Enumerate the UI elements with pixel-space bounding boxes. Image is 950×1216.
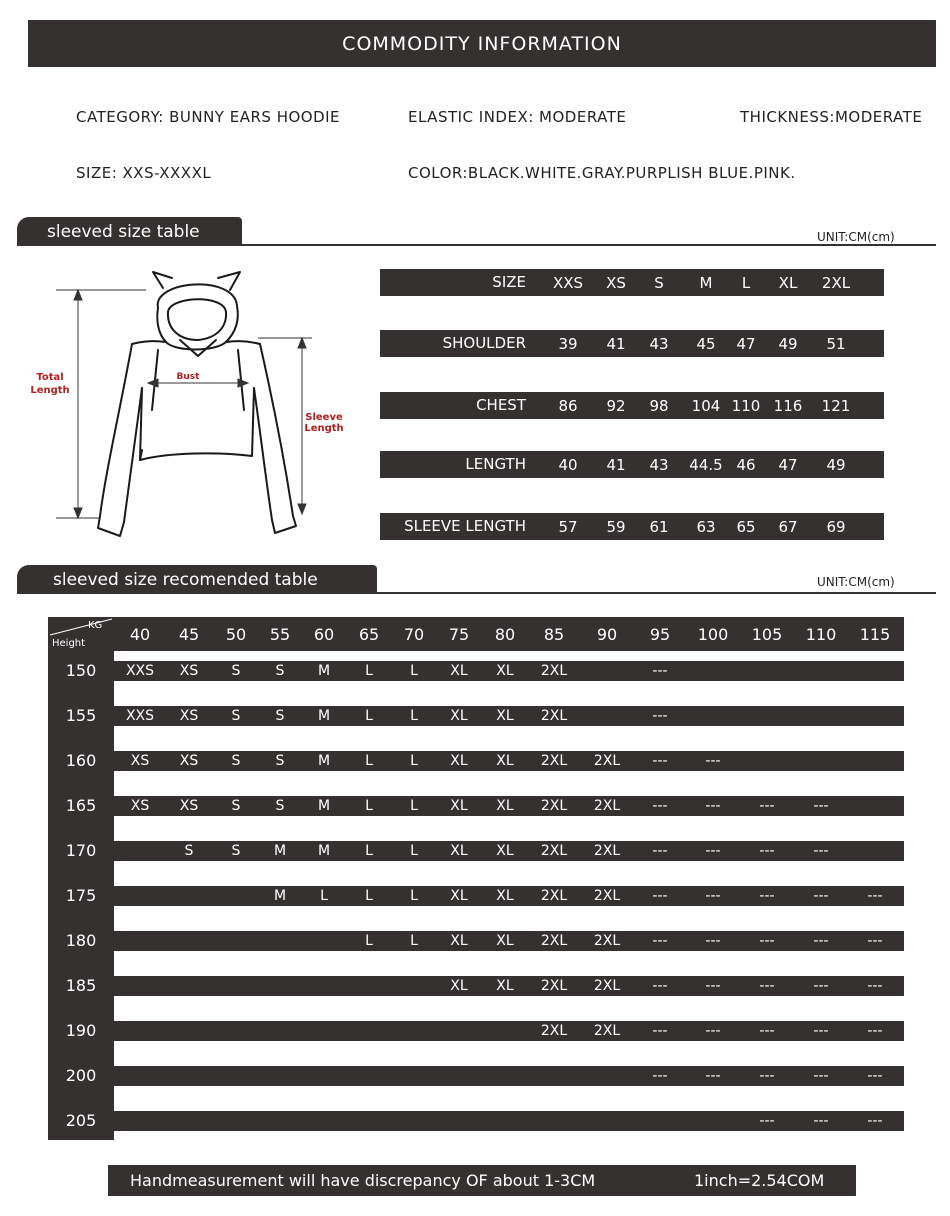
rec-size-cell: XL	[496, 978, 514, 994]
rec-size-cell: M	[317, 798, 331, 814]
height-value: 205	[65, 1111, 97, 1130]
rec-size-cell: ---	[813, 888, 829, 904]
rec-size-cell: XS	[130, 798, 150, 814]
size-table-unit: UNIT:CM(cm)	[817, 230, 895, 244]
size-col-header: M	[699, 274, 713, 292]
weight-col-header: 75	[448, 625, 470, 644]
rec-size-cell: 2XL	[540, 843, 568, 859]
size-table-rule	[17, 244, 936, 246]
rec-table-row	[48, 751, 904, 771]
size-col-header: 2XL	[821, 274, 851, 292]
rec-size-cell: XXS	[125, 663, 155, 679]
total-length-label-2: Length	[30, 385, 70, 396]
rec-table-row	[48, 1111, 904, 1131]
rec-size-cell: ---	[652, 843, 668, 859]
size-table-tab: sleeved size table	[17, 217, 242, 246]
rec-size-cell: XL	[450, 888, 468, 904]
weight-col-header: 115	[859, 625, 891, 644]
size-row-sleeve-length	[380, 513, 884, 540]
rec-size-cell: XL	[496, 663, 514, 679]
rec-size-cell: ---	[813, 978, 829, 994]
size-row-label: CHEST	[476, 396, 526, 414]
rec-size-cell: ---	[705, 933, 721, 949]
rec-size-cell: XL	[496, 888, 514, 904]
rec-size-cell: XL	[496, 753, 514, 769]
rec-size-cell: S	[275, 708, 285, 724]
rec-table-row	[48, 796, 904, 816]
rec-size-cell: XL	[450, 708, 468, 724]
rec-size-cell: 2XL	[540, 798, 568, 814]
weight-col-header: 40	[129, 625, 151, 644]
size-cell: 69	[826, 518, 846, 536]
height-label: Height	[52, 638, 86, 649]
color-info: COLOR:BLACK.WHITE.GRAY.PURPLISH BLUE.PINK.	[408, 164, 796, 182]
rec-size-cell: ---	[867, 888, 883, 904]
rec-size-cell: M	[273, 843, 287, 859]
rec-size-cell: XS	[179, 753, 199, 769]
rec-size-cell: ---	[652, 888, 668, 904]
rec-size-cell: S	[231, 663, 241, 679]
rec-table-unit: UNIT:CM(cm)	[817, 575, 895, 589]
rec-size-cell: ---	[705, 753, 721, 769]
rec-size-cell: ---	[759, 933, 775, 949]
weight-col-header: 65	[358, 625, 380, 644]
rec-size-cell: L	[410, 663, 418, 679]
rec-table-row	[48, 931, 904, 951]
size-header-row	[380, 269, 884, 296]
rec-size-cell: ---	[813, 933, 829, 949]
rec-size-cell: XL	[450, 753, 468, 769]
rec-size-cell: ---	[652, 1023, 668, 1039]
rec-size-cell: L	[320, 888, 328, 904]
weight-col-header: 100	[697, 625, 729, 644]
rec-table-row	[48, 886, 904, 906]
size-cell: 47	[778, 456, 798, 474]
rec-size-cell: ---	[759, 798, 775, 814]
rec-size-cell: S	[184, 843, 194, 859]
weight-col-header: 60	[313, 625, 335, 644]
size-cell: 98	[649, 397, 669, 415]
size-cell: 46	[736, 456, 756, 474]
rec-size-cell: S	[231, 753, 241, 769]
size-cell: 40	[558, 456, 578, 474]
size-cell: 41	[606, 456, 626, 474]
rec-size-cell: 2XL	[593, 888, 621, 904]
rec-size-cell: ---	[705, 798, 721, 814]
height-value: 190	[65, 1021, 97, 1040]
size-cell: 59	[606, 518, 626, 536]
height-value: 180	[65, 931, 97, 950]
rec-size-cell: ---	[652, 708, 668, 724]
rec-size-cell: XS	[179, 798, 199, 814]
category-info: CATEGORY: BUNNY EARS HOODIE	[76, 108, 341, 126]
rec-table-row	[48, 661, 904, 681]
rec-size-cell: ---	[705, 888, 721, 904]
height-value: 170	[65, 841, 97, 860]
rec-table-row	[48, 841, 904, 861]
rec-size-cell: M	[317, 753, 331, 769]
size-info: SIZE: XXS-XXXXL	[76, 164, 212, 182]
sleeve-length-label-2: Length	[304, 423, 344, 434]
size-cell: 45	[696, 335, 716, 353]
rec-size-cell: ---	[652, 753, 668, 769]
rec-size-cell: L	[410, 708, 418, 724]
rec-size-cell: ---	[652, 798, 668, 814]
rec-size-cell: ---	[652, 663, 668, 679]
rec-size-cell: ---	[867, 1068, 883, 1084]
sleeve-length-label-1: Sleeve	[305, 412, 343, 423]
height-value: 185	[65, 976, 97, 995]
rec-size-cell: ---	[705, 843, 721, 859]
rec-size-cell: S	[231, 798, 241, 814]
weight-col-header: 50	[225, 625, 247, 644]
height-value: 155	[65, 706, 97, 725]
size-cell: 39	[558, 335, 578, 353]
size-cell: 110	[731, 397, 761, 415]
weight-col-header: 85	[543, 625, 565, 644]
rec-table-row	[48, 1066, 904, 1086]
rec-size-cell: S	[275, 663, 285, 679]
weight-col-header: 45	[178, 625, 200, 644]
size-col-header: XXS	[552, 274, 584, 292]
rec-size-cell: L	[365, 798, 373, 814]
rec-size-cell: XL	[450, 978, 468, 994]
inch-conversion: 1inch=2.54COM	[694, 1171, 825, 1190]
rec-size-cell: 2XL	[540, 888, 568, 904]
rec-size-cell: ---	[705, 978, 721, 994]
size-cell: 65	[736, 518, 756, 536]
rec-size-cell: S	[231, 708, 241, 724]
rec-size-cell: M	[273, 888, 287, 904]
rec-size-cell: L	[410, 798, 418, 814]
size-row-chest	[380, 392, 884, 419]
size-cell: 49	[778, 335, 798, 353]
size-cell: 116	[773, 397, 803, 415]
weight-col-header: 70	[403, 625, 425, 644]
size-col-header: S	[654, 274, 664, 292]
rec-size-cell: 2XL	[540, 978, 568, 994]
rec-size-cell: L	[410, 753, 418, 769]
size-cell: 67	[778, 518, 798, 536]
rec-size-cell: ---	[813, 1113, 829, 1129]
rec-size-cell: S	[275, 798, 285, 814]
size-cell: 49	[826, 456, 846, 474]
size-row-length	[380, 451, 884, 478]
elastic-info: ELASTIC INDEX: MODERATE	[408, 108, 627, 126]
rec-size-cell: 2XL	[593, 978, 621, 994]
weight-col-header: 105	[751, 625, 783, 644]
rec-size-cell: M	[317, 708, 331, 724]
size-cell: 92	[606, 397, 626, 415]
rec-size-cell: 2XL	[593, 843, 621, 859]
rec-table-row	[48, 1021, 904, 1041]
size-col-header: XS	[606, 274, 626, 292]
rec-size-cell: ---	[867, 933, 883, 949]
size-cell: 41	[606, 335, 626, 353]
rec-size-cell: XL	[450, 798, 468, 814]
hoodie-diagram	[20, 260, 360, 550]
size-header-label: SIZE	[492, 273, 526, 291]
height-value: 150	[65, 661, 97, 680]
rec-size-cell: ---	[759, 888, 775, 904]
rec-size-cell: 2XL	[593, 933, 621, 949]
footer-note-bar	[108, 1165, 856, 1196]
rec-size-cell: ---	[813, 1068, 829, 1084]
rec-size-cell: ---	[759, 1113, 775, 1129]
rec-size-cell: L	[410, 888, 418, 904]
rec-size-cell: ---	[867, 1023, 883, 1039]
rec-table-rule	[17, 592, 936, 594]
size-cell: 43	[649, 335, 669, 353]
rec-size-cell: L	[365, 708, 373, 724]
rec-size-cell: L	[365, 663, 373, 679]
height-value: 165	[65, 796, 97, 815]
discrepancy-note: Handmeasurement will have discrepancy OF about 1-3CM	[130, 1171, 596, 1190]
size-cell: 47	[736, 335, 756, 353]
rec-size-cell: 2XL	[593, 1023, 621, 1039]
rec-size-cell: 2XL	[540, 663, 568, 679]
rec-size-cell: ---	[705, 1068, 721, 1084]
size-row-label: SHOULDER	[442, 334, 526, 352]
weight-col-header: 80	[494, 625, 516, 644]
rec-table-row	[48, 706, 904, 726]
page-title: COMMODITY INFORMATION	[28, 20, 936, 67]
rec-size-cell: XL	[450, 843, 468, 859]
size-cell: 63	[696, 518, 716, 536]
size-cell: 43	[649, 456, 669, 474]
rec-size-cell: ---	[652, 978, 668, 994]
rec-size-cell: M	[317, 663, 331, 679]
rec-size-cell: ---	[813, 798, 829, 814]
rec-size-cell: XXS	[125, 708, 155, 724]
rec-size-cell: XL	[496, 843, 514, 859]
height-value: 200	[65, 1066, 97, 1085]
rec-size-cell: ---	[813, 1023, 829, 1039]
weight-col-header: 90	[596, 625, 618, 644]
size-col-header: L	[741, 274, 751, 292]
rec-size-cell: ---	[759, 978, 775, 994]
size-row-label: SLEEVE LENGTH	[404, 517, 526, 535]
rec-size-cell: XL	[450, 933, 468, 949]
rec-size-cell: L	[365, 753, 373, 769]
rec-size-cell: XL	[496, 708, 514, 724]
rec-size-cell: 2XL	[540, 708, 568, 724]
rec-size-cell: ---	[705, 1023, 721, 1039]
size-cell: 51	[826, 335, 846, 353]
rec-size-cell: L	[365, 933, 373, 949]
total-length-label-1: Total	[36, 372, 64, 383]
rec-size-cell: 2XL	[540, 753, 568, 769]
rec-size-cell: 2XL	[540, 1023, 568, 1039]
size-cell: 104	[691, 397, 721, 415]
rec-table-tab: sleeved size recomended table	[17, 565, 377, 594]
rec-size-cell: XL	[496, 933, 514, 949]
rec-table-header	[48, 617, 904, 651]
bust-label: Bust	[176, 372, 200, 382]
rec-size-cell: ---	[867, 978, 883, 994]
height-value: 160	[65, 751, 97, 770]
rec-size-cell: XS	[179, 663, 199, 679]
rec-size-cell: ---	[759, 1068, 775, 1084]
size-cell: 57	[558, 518, 578, 536]
rec-table-row	[48, 976, 904, 996]
weight-col-header: 110	[805, 625, 837, 644]
height-value: 175	[65, 886, 97, 905]
rec-size-cell: ---	[867, 1113, 883, 1129]
kg-label: KG	[88, 620, 103, 631]
rec-size-cell: ---	[652, 933, 668, 949]
rec-size-cell: L	[365, 888, 373, 904]
rec-size-cell: L	[410, 843, 418, 859]
rec-size-cell: 2XL	[540, 933, 568, 949]
size-cell: 44.5	[689, 456, 723, 474]
rec-size-cell: L	[365, 843, 373, 859]
weight-col-header: 95	[649, 625, 671, 644]
rec-size-cell: XL	[496, 798, 514, 814]
rec-size-cell: ---	[759, 843, 775, 859]
size-col-header: XL	[778, 274, 798, 292]
size-cell: 61	[649, 518, 669, 536]
rec-size-cell: L	[410, 933, 418, 949]
rec-size-cell: M	[317, 843, 331, 859]
rec-size-cell: ---	[813, 843, 829, 859]
rec-size-cell: XS	[179, 708, 199, 724]
thickness-info: THICKNESS:MODERATE	[740, 108, 923, 126]
rec-size-cell: S	[275, 753, 285, 769]
rec-size-cell: S	[231, 843, 241, 859]
rec-size-cell: 2XL	[593, 798, 621, 814]
weight-col-header: 55	[269, 625, 291, 644]
size-row-shoulder	[380, 330, 884, 357]
rec-size-cell: ---	[759, 1023, 775, 1039]
rec-size-cell: XL	[450, 663, 468, 679]
size-row-label: LENGTH	[465, 455, 526, 473]
rec-size-cell: ---	[652, 1068, 668, 1084]
size-cell: 121	[821, 397, 851, 415]
rec-size-cell: XS	[130, 753, 150, 769]
rec-size-cell: 2XL	[593, 753, 621, 769]
size-cell: 86	[558, 397, 578, 415]
